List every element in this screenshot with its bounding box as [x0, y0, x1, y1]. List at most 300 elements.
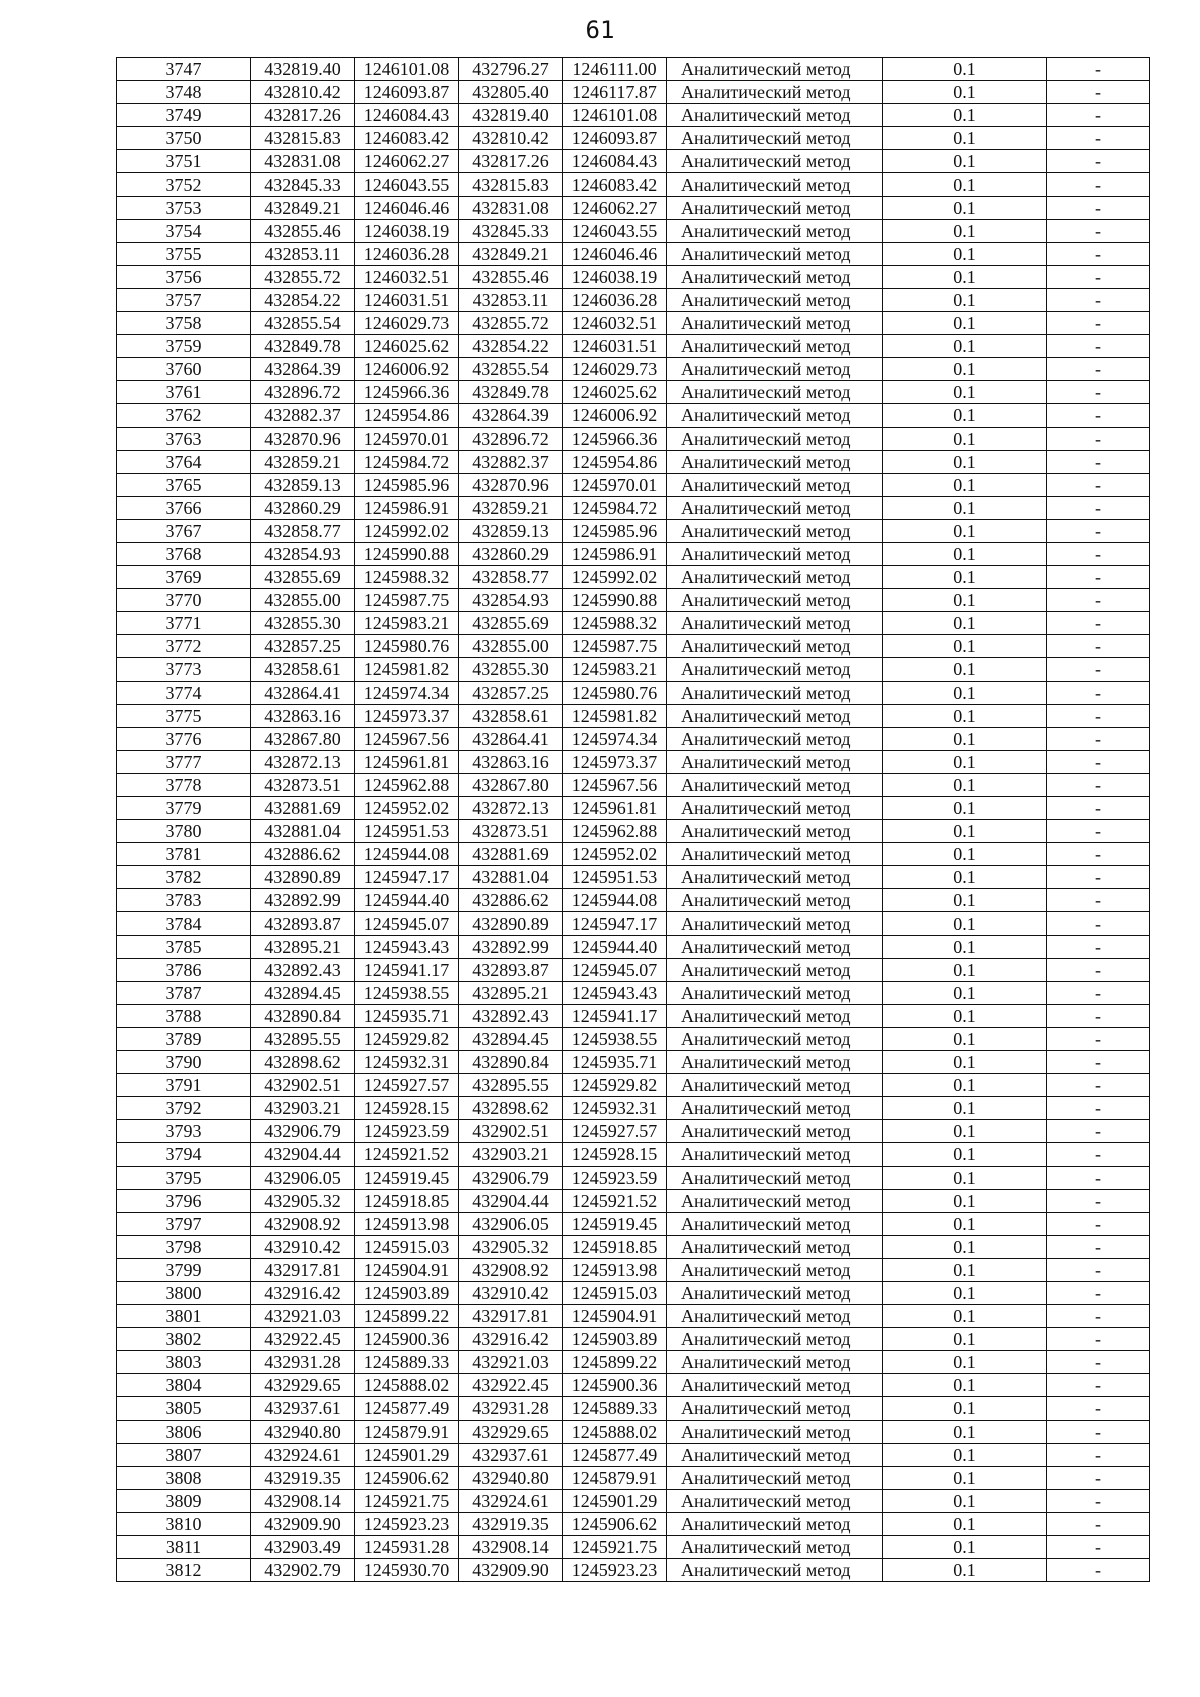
y-start-cell: 1245943.43: [355, 935, 459, 958]
note-cell: -: [1047, 519, 1150, 542]
note-cell: -: [1047, 1559, 1150, 1582]
y-end-cell: 1245992.02: [563, 566, 667, 589]
x-start-cell: 432893.87: [251, 912, 355, 935]
y-start-cell: 1245984.72: [355, 450, 459, 473]
x-end-cell: 432916.42: [459, 1328, 563, 1351]
table-row: [117, 265, 1150, 288]
y-start-cell: 1245906.62: [355, 1466, 459, 1489]
point-number-cell: 3748: [117, 81, 251, 104]
y-end-cell: 1245951.53: [563, 866, 667, 889]
y-end-cell: 1245900.36: [563, 1374, 667, 1397]
method-cell: Аналитический метод: [667, 1305, 883, 1328]
y-end-cell: 1245928.15: [563, 1143, 667, 1166]
y-start-cell: 1245944.40: [355, 889, 459, 912]
accuracy-cell: 0.1: [883, 704, 1047, 727]
table-row: [117, 1420, 1150, 1443]
accuracy-cell: 0.1: [883, 519, 1047, 542]
y-end-cell: 1245889.33: [563, 1397, 667, 1420]
y-end-cell: 1245967.56: [563, 773, 667, 796]
x-end-cell: 432845.33: [459, 219, 563, 242]
y-start-cell: 1245918.85: [355, 1189, 459, 1212]
method-cell: Аналитический метод: [667, 958, 883, 981]
y-start-cell: 1245921.75: [355, 1489, 459, 1512]
y-start-cell: 1245954.86: [355, 404, 459, 427]
accuracy-cell: 0.1: [883, 450, 1047, 473]
y-end-cell: 1245962.88: [563, 820, 667, 843]
y-start-cell: 1245988.32: [355, 566, 459, 589]
accuracy-cell: 0.1: [883, 1536, 1047, 1559]
x-start-cell: 432937.61: [251, 1397, 355, 1420]
x-start-cell: 432881.04: [251, 820, 355, 843]
y-end-cell: 1246036.28: [563, 288, 667, 311]
y-start-cell: 1245931.28: [355, 1536, 459, 1559]
point-number-cell: 3806: [117, 1420, 251, 1443]
x-end-cell: 432854.22: [459, 335, 563, 358]
accuracy-cell: 0.1: [883, 750, 1047, 773]
y-end-cell: 1246006.92: [563, 404, 667, 427]
x-start-cell: 432831.08: [251, 150, 355, 173]
y-end-cell: 1245966.36: [563, 427, 667, 450]
y-start-cell: 1245901.29: [355, 1443, 459, 1466]
note-cell: -: [1047, 1120, 1150, 1143]
table-row: [117, 612, 1150, 635]
y-start-cell: 1245961.81: [355, 750, 459, 773]
method-cell: Аналитический метод: [667, 127, 883, 150]
accuracy-cell: 0.1: [883, 1374, 1047, 1397]
accuracy-cell: 0.1: [883, 127, 1047, 150]
accuracy-cell: 0.1: [883, 1559, 1047, 1582]
y-start-cell: 1245945.07: [355, 912, 459, 935]
note-cell: -: [1047, 727, 1150, 750]
y-start-cell: 1246006.92: [355, 358, 459, 381]
y-end-cell: 1245943.43: [563, 981, 667, 1004]
x-start-cell: 432924.61: [251, 1443, 355, 1466]
point-number-cell: 3805: [117, 1397, 251, 1420]
y-start-cell: 1246093.87: [355, 81, 459, 104]
y-end-cell: 1245970.01: [563, 473, 667, 496]
table-row: [117, 58, 1150, 81]
point-number-cell: 3800: [117, 1281, 251, 1304]
x-end-cell: 432854.93: [459, 589, 563, 612]
accuracy-cell: 0.1: [883, 1120, 1047, 1143]
y-end-cell: 1246111.00: [563, 58, 667, 81]
x-start-cell: 432895.55: [251, 1027, 355, 1050]
accuracy-cell: 0.1: [883, 566, 1047, 589]
accuracy-cell: 0.1: [883, 612, 1047, 635]
method-cell: Аналитический метод: [667, 381, 883, 404]
x-start-cell: 432895.21: [251, 935, 355, 958]
note-cell: -: [1047, 1235, 1150, 1258]
accuracy-cell: 0.1: [883, 981, 1047, 1004]
x-start-cell: 432898.62: [251, 1051, 355, 1074]
point-number-cell: 3798: [117, 1235, 251, 1258]
x-start-cell: 432886.62: [251, 843, 355, 866]
y-end-cell: 1245935.71: [563, 1051, 667, 1074]
method-cell: Аналитический метод: [667, 889, 883, 912]
y-start-cell: 1245932.31: [355, 1051, 459, 1074]
point-number-cell: 3788: [117, 1004, 251, 1027]
x-start-cell: 432860.29: [251, 496, 355, 519]
table-row: [117, 589, 1150, 612]
point-number-cell: 3803: [117, 1351, 251, 1374]
accuracy-cell: 0.1: [883, 727, 1047, 750]
x-end-cell: 432858.61: [459, 704, 563, 727]
point-number-cell: 3763: [117, 427, 251, 450]
y-start-cell: 1245947.17: [355, 866, 459, 889]
x-start-cell: 432906.05: [251, 1166, 355, 1189]
x-end-cell: 432898.62: [459, 1097, 563, 1120]
table-row: [117, 866, 1150, 889]
y-end-cell: 1245988.32: [563, 612, 667, 635]
y-start-cell: 1245899.22: [355, 1305, 459, 1328]
y-start-cell: 1246101.08: [355, 58, 459, 81]
point-number-cell: 3775: [117, 704, 251, 727]
accuracy-cell: 0.1: [883, 1489, 1047, 1512]
x-end-cell: 432919.35: [459, 1512, 563, 1535]
accuracy-cell: 0.1: [883, 81, 1047, 104]
x-start-cell: 432849.21: [251, 196, 355, 219]
y-end-cell: 1245961.81: [563, 797, 667, 820]
y-end-cell: 1245921.75: [563, 1536, 667, 1559]
point-number-cell: 3807: [117, 1443, 251, 1466]
note-cell: -: [1047, 935, 1150, 958]
method-cell: Аналитический метод: [667, 635, 883, 658]
note-cell: -: [1047, 1051, 1150, 1074]
point-number-cell: 3754: [117, 219, 251, 242]
point-number-cell: 3796: [117, 1189, 251, 1212]
accuracy-cell: 0.1: [883, 935, 1047, 958]
accuracy-cell: 0.1: [883, 958, 1047, 981]
accuracy-cell: 0.1: [883, 358, 1047, 381]
y-end-cell: 1246117.87: [563, 81, 667, 104]
note-cell: -: [1047, 127, 1150, 150]
table-row: [117, 1166, 1150, 1189]
accuracy-cell: 0.1: [883, 866, 1047, 889]
point-number-cell: 3765: [117, 473, 251, 496]
point-number-cell: 3761: [117, 381, 251, 404]
accuracy-cell: 0.1: [883, 1512, 1047, 1535]
y-end-cell: 1246043.55: [563, 219, 667, 242]
x-end-cell: 432796.27: [459, 58, 563, 81]
accuracy-cell: 0.1: [883, 773, 1047, 796]
x-start-cell: 432909.90: [251, 1512, 355, 1535]
method-cell: Аналитический метод: [667, 1374, 883, 1397]
note-cell: -: [1047, 1281, 1150, 1304]
x-start-cell: 432903.21: [251, 1097, 355, 1120]
method-cell: Аналитический метод: [667, 335, 883, 358]
method-cell: Аналитический метод: [667, 866, 883, 889]
accuracy-cell: 0.1: [883, 265, 1047, 288]
method-cell: Аналитический метод: [667, 288, 883, 311]
point-number-cell: 3759: [117, 335, 251, 358]
x-start-cell: 432855.54: [251, 312, 355, 335]
note-cell: -: [1047, 1466, 1150, 1489]
method-cell: Аналитический метод: [667, 658, 883, 681]
note-cell: -: [1047, 81, 1150, 104]
method-cell: Аналитический метод: [667, 773, 883, 796]
note-cell: -: [1047, 104, 1150, 127]
table-row: [117, 1097, 1150, 1120]
note-cell: -: [1047, 450, 1150, 473]
y-start-cell: 1245985.96: [355, 473, 459, 496]
method-cell: Аналитический метод: [667, 912, 883, 935]
method-cell: Аналитический метод: [667, 820, 883, 843]
x-start-cell: 432890.84: [251, 1004, 355, 1027]
method-cell: Аналитический метод: [667, 265, 883, 288]
x-end-cell: 432940.80: [459, 1466, 563, 1489]
y-end-cell: 1246038.19: [563, 265, 667, 288]
accuracy-cell: 0.1: [883, 104, 1047, 127]
x-end-cell: 432855.54: [459, 358, 563, 381]
x-end-cell: 432908.14: [459, 1536, 563, 1559]
accuracy-cell: 0.1: [883, 589, 1047, 612]
point-number-cell: 3769: [117, 566, 251, 589]
point-number-cell: 3812: [117, 1559, 251, 1582]
note-cell: -: [1047, 843, 1150, 866]
note-cell: -: [1047, 1027, 1150, 1050]
x-start-cell: 432864.41: [251, 681, 355, 704]
x-end-cell: 432870.96: [459, 473, 563, 496]
accuracy-cell: 0.1: [883, 1097, 1047, 1120]
x-end-cell: 432855.00: [459, 635, 563, 658]
y-end-cell: 1246025.62: [563, 381, 667, 404]
y-start-cell: 1245990.88: [355, 542, 459, 565]
method-cell: Аналитический метод: [667, 1004, 883, 1027]
y-end-cell: 1245984.72: [563, 496, 667, 519]
x-start-cell: 432903.49: [251, 1536, 355, 1559]
point-number-cell: 3801: [117, 1305, 251, 1328]
accuracy-cell: 0.1: [883, 889, 1047, 912]
point-number-cell: 3809: [117, 1489, 251, 1512]
coordinates-table: [116, 57, 1150, 1582]
table-row: [117, 427, 1150, 450]
method-cell: Аналитический метод: [667, 1143, 883, 1166]
x-end-cell: 432831.08: [459, 196, 563, 219]
method-cell: Аналитический метод: [667, 797, 883, 820]
y-start-cell: 1245980.76: [355, 635, 459, 658]
x-end-cell: 432890.84: [459, 1051, 563, 1074]
method-cell: Аналитический метод: [667, 1189, 883, 1212]
table-row: [117, 958, 1150, 981]
method-cell: Аналитический метод: [667, 750, 883, 773]
table-row: [117, 542, 1150, 565]
point-number-cell: 3756: [117, 265, 251, 288]
y-start-cell: 1245986.91: [355, 496, 459, 519]
table-row: [117, 1120, 1150, 1143]
table-row: [117, 566, 1150, 589]
accuracy-cell: 0.1: [883, 658, 1047, 681]
page-number: 61: [585, 16, 615, 44]
x-end-cell: 432893.87: [459, 958, 563, 981]
table-row: [117, 912, 1150, 935]
y-end-cell: 1245938.55: [563, 1027, 667, 1050]
y-start-cell: 1245952.02: [355, 797, 459, 820]
y-start-cell: 1245888.02: [355, 1374, 459, 1397]
table-row: [117, 196, 1150, 219]
x-start-cell: 432857.25: [251, 635, 355, 658]
point-number-cell: 3779: [117, 797, 251, 820]
note-cell: -: [1047, 658, 1150, 681]
x-start-cell: 432853.11: [251, 242, 355, 265]
note-cell: -: [1047, 1374, 1150, 1397]
y-end-cell: 1246046.46: [563, 242, 667, 265]
note-cell: -: [1047, 1489, 1150, 1512]
note-cell: -: [1047, 196, 1150, 219]
x-end-cell: 432903.21: [459, 1143, 563, 1166]
y-end-cell: 1245945.07: [563, 958, 667, 981]
y-start-cell: 1246043.55: [355, 173, 459, 196]
note-cell: -: [1047, 242, 1150, 265]
x-start-cell: 432922.45: [251, 1328, 355, 1351]
x-end-cell: 432931.28: [459, 1397, 563, 1420]
x-end-cell: 432906.79: [459, 1166, 563, 1189]
table-row: [117, 81, 1150, 104]
note-cell: -: [1047, 404, 1150, 427]
y-end-cell: 1245974.34: [563, 727, 667, 750]
x-start-cell: 432910.42: [251, 1235, 355, 1258]
accuracy-cell: 0.1: [883, 912, 1047, 935]
table-row: [117, 658, 1150, 681]
method-cell: Аналитический метод: [667, 196, 883, 219]
point-number-cell: 3767: [117, 519, 251, 542]
y-end-cell: 1245901.29: [563, 1489, 667, 1512]
y-start-cell: 1245919.45: [355, 1166, 459, 1189]
x-start-cell: 432905.32: [251, 1189, 355, 1212]
note-cell: -: [1047, 1143, 1150, 1166]
point-number-cell: 3784: [117, 912, 251, 935]
x-end-cell: 432890.89: [459, 912, 563, 935]
accuracy-cell: 0.1: [883, 635, 1047, 658]
point-number-cell: 3773: [117, 658, 251, 681]
point-number-cell: 3747: [117, 58, 251, 81]
x-end-cell: 432859.21: [459, 496, 563, 519]
table-row: [117, 381, 1150, 404]
y-start-cell: 1245930.70: [355, 1559, 459, 1582]
y-start-cell: 1245900.36: [355, 1328, 459, 1351]
accuracy-cell: 0.1: [883, 496, 1047, 519]
x-start-cell: 432929.65: [251, 1374, 355, 1397]
method-cell: Аналитический метод: [667, 566, 883, 589]
x-start-cell: 432819.40: [251, 58, 355, 81]
method-cell: Аналитический метод: [667, 1258, 883, 1281]
x-start-cell: 432859.21: [251, 450, 355, 473]
table-row: [117, 1027, 1150, 1050]
y-end-cell: 1245919.45: [563, 1212, 667, 1235]
x-start-cell: 432817.26: [251, 104, 355, 127]
accuracy-cell: 0.1: [883, 312, 1047, 335]
accuracy-cell: 0.1: [883, 335, 1047, 358]
note-cell: -: [1047, 820, 1150, 843]
accuracy-cell: 0.1: [883, 797, 1047, 820]
x-end-cell: 432855.46: [459, 265, 563, 288]
y-start-cell: 1245889.33: [355, 1351, 459, 1374]
y-end-cell: 1245954.86: [563, 450, 667, 473]
accuracy-cell: 0.1: [883, 58, 1047, 81]
x-end-cell: 432817.26: [459, 150, 563, 173]
point-number-cell: 3810: [117, 1512, 251, 1535]
x-end-cell: 432855.30: [459, 658, 563, 681]
y-end-cell: 1245952.02: [563, 843, 667, 866]
x-start-cell: 432902.51: [251, 1074, 355, 1097]
y-end-cell: 1245941.17: [563, 1004, 667, 1027]
note-cell: -: [1047, 219, 1150, 242]
y-end-cell: 1245877.49: [563, 1443, 667, 1466]
y-start-cell: 1245973.37: [355, 704, 459, 727]
note-cell: -: [1047, 681, 1150, 704]
table-row: [117, 1258, 1150, 1281]
x-start-cell: 432931.28: [251, 1351, 355, 1374]
y-end-cell: 1245899.22: [563, 1351, 667, 1374]
x-end-cell: 432859.13: [459, 519, 563, 542]
x-end-cell: 432882.37: [459, 450, 563, 473]
note-cell: -: [1047, 566, 1150, 589]
y-start-cell: 1245941.17: [355, 958, 459, 981]
x-end-cell: 432892.99: [459, 935, 563, 958]
table-row: [117, 288, 1150, 311]
accuracy-cell: 0.1: [883, 219, 1047, 242]
x-start-cell: 432859.13: [251, 473, 355, 496]
x-end-cell: 432872.13: [459, 797, 563, 820]
y-end-cell: 1245932.31: [563, 1097, 667, 1120]
y-start-cell: 1245974.34: [355, 681, 459, 704]
table-row: [117, 1536, 1150, 1559]
accuracy-cell: 0.1: [883, 1397, 1047, 1420]
table-row: [117, 1281, 1150, 1304]
point-number-cell: 3755: [117, 242, 251, 265]
y-start-cell: 1245970.01: [355, 427, 459, 450]
point-number-cell: 3804: [117, 1374, 251, 1397]
x-start-cell: 432854.93: [251, 542, 355, 565]
table-row: [117, 1512, 1150, 1535]
point-number-cell: 3808: [117, 1466, 251, 1489]
point-number-cell: 3758: [117, 312, 251, 335]
note-cell: -: [1047, 773, 1150, 796]
y-end-cell: 1245904.91: [563, 1305, 667, 1328]
x-start-cell: 432858.77: [251, 519, 355, 542]
method-cell: Аналитический метод: [667, 58, 883, 81]
method-cell: Аналитический метод: [667, 242, 883, 265]
y-end-cell: 1245947.17: [563, 912, 667, 935]
note-cell: -: [1047, 1212, 1150, 1235]
accuracy-cell: 0.1: [883, 1281, 1047, 1304]
note-cell: -: [1047, 912, 1150, 935]
table-row: [117, 1397, 1150, 1420]
y-end-cell: 1245985.96: [563, 519, 667, 542]
point-number-cell: 3757: [117, 288, 251, 311]
method-cell: Аналитический метод: [667, 612, 883, 635]
y-start-cell: 1245981.82: [355, 658, 459, 681]
note-cell: -: [1047, 1097, 1150, 1120]
table-row: [117, 473, 1150, 496]
method-cell: Аналитический метод: [667, 1466, 883, 1489]
table-row: [117, 173, 1150, 196]
method-cell: Аналитический метод: [667, 473, 883, 496]
table-row: [117, 635, 1150, 658]
y-start-cell: 1246084.43: [355, 104, 459, 127]
method-cell: Аналитический метод: [667, 404, 883, 427]
table-row: [117, 797, 1150, 820]
accuracy-cell: 0.1: [883, 427, 1047, 450]
method-cell: Аналитический метод: [667, 1097, 883, 1120]
y-start-cell: 1245923.23: [355, 1512, 459, 1535]
x-start-cell: 432870.96: [251, 427, 355, 450]
note-cell: -: [1047, 1420, 1150, 1443]
method-cell: Аналитический метод: [667, 450, 883, 473]
table-row: [117, 935, 1150, 958]
method-cell: Аналитический метод: [667, 496, 883, 519]
y-end-cell: 1245987.75: [563, 635, 667, 658]
y-start-cell: 1246031.51: [355, 288, 459, 311]
